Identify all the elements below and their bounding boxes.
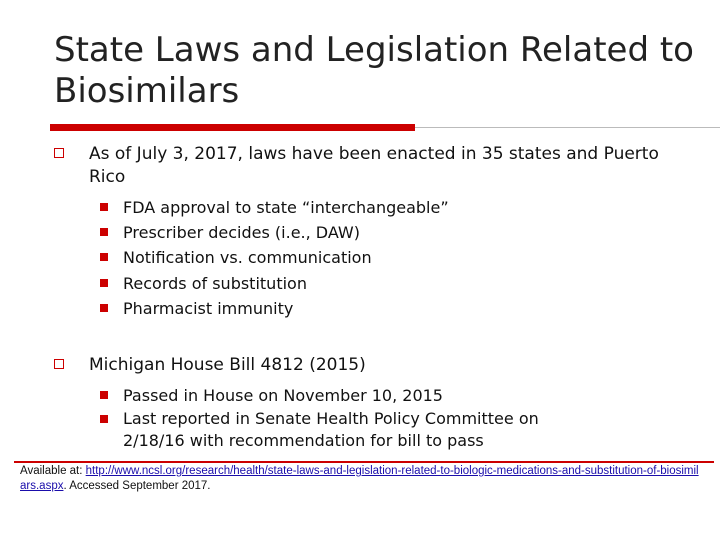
filled-square-bullet-icon <box>100 415 108 423</box>
sub-bullet-text: Pharmacist immunity <box>123 299 294 318</box>
hollow-square-bullet-icon <box>54 359 64 369</box>
footer-suffix: . Accessed September 2017. <box>63 480 211 492</box>
footer-citation <box>20 464 700 494</box>
bullet-text: Michigan House Bill 4812 (2015) <box>89 355 366 375</box>
sub-bullet-text: Records of substitution <box>123 274 307 293</box>
filled-square-bullet-icon <box>100 253 108 261</box>
hollow-square-bullet-icon <box>54 148 64 158</box>
footer-divider <box>14 461 714 463</box>
filled-square-bullet-icon <box>100 279 108 287</box>
sub-bullet-text: FDA approval to state “interchangeable” <box>123 198 449 217</box>
footer-prefix: Available at: <box>20 465 86 477</box>
source-link[interactable]: http://www.ncsl.org/research/health/state-laws-and-legislation-related-to-biologic-medications-and-substitution-of-biosimilars.aspx <box>20 465 699 492</box>
sub-bullet-text: Last reported in Senate Health Policy Committee on 2/18/16 with recommendation for bill to pass <box>123 409 539 450</box>
title-accent-bar <box>50 124 415 131</box>
sub-bullet-text: Passed in House on November 10, 2015 <box>123 386 443 405</box>
sub-bullet-text: Prescriber decides (i.e., DAW) <box>123 223 360 242</box>
sub-bullet-text: Notification vs. communication <box>123 248 372 267</box>
bullet-text: As of July 3, 2017, laws have been enacted in 35 states and Puerto Rico <box>89 144 659 187</box>
slide-title: State Laws and Legislation Related to Biosimilars <box>54 30 694 111</box>
filled-square-bullet-icon <box>100 203 108 211</box>
filled-square-bullet-icon <box>100 391 108 399</box>
filled-square-bullet-icon <box>100 228 108 236</box>
filled-square-bullet-icon <box>100 304 108 312</box>
